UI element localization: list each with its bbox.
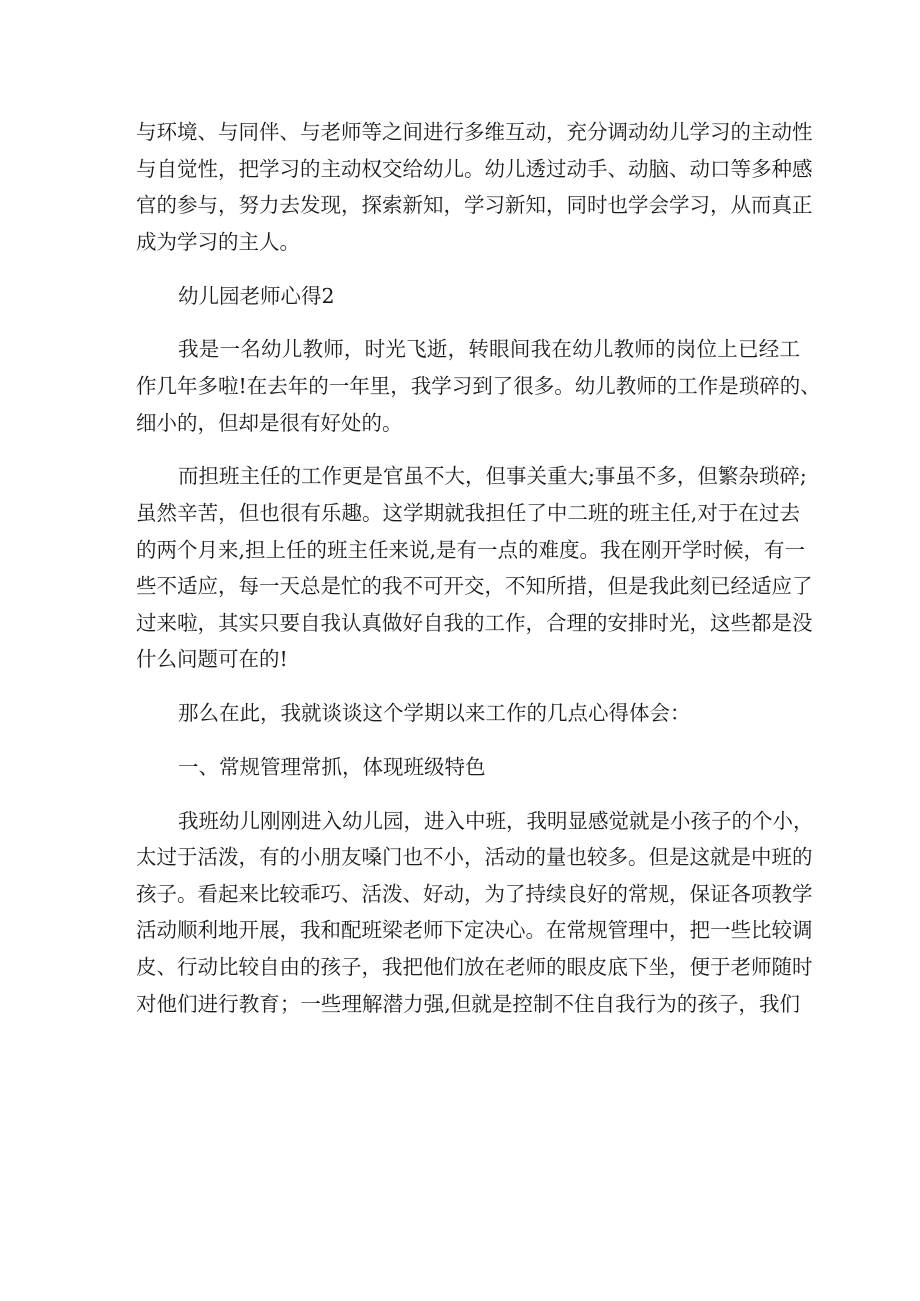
text-line: 我是一名幼儿教师，时光飞逝，转眼间我在幼儿教师的岗位上已经工 xyxy=(178,337,800,362)
section-heading xyxy=(136,278,800,315)
text-line: 的两个月来,担上任的班主任来说,是有一点的难度。我在刚开学时候，有一 xyxy=(136,537,806,562)
text-line: 细小的，但却是很有好处的。 xyxy=(136,410,403,435)
text-line: 孩子。看起来比较乖巧、活泼、好动，为了持续良好的常规，保证各项教学 xyxy=(136,881,813,906)
text-line: 太过于活泼，有的小朋友嗓门也不小，活动的量也较多。但是这就是中班的 xyxy=(136,845,813,870)
subheading-text: 一、常规管理常抓，体现班级特色 xyxy=(178,754,486,779)
text-line: 对他们进行教育；一些理解潜力强,但就是控制不住自我行为的孩子，我们 xyxy=(136,991,800,1016)
paragraph-1 xyxy=(136,114,813,260)
paragraph-3 xyxy=(136,458,813,678)
document-body xyxy=(136,114,821,1022)
text-line: 那么在此，我就谈谈这个学期以来工作的几点心得体会： xyxy=(178,701,691,726)
text-line: 什么问题可在的! xyxy=(136,647,288,672)
text-line: 而担班主任的工作更是官虽不大，但事关重大;事虽不多，但繁杂琐碎; xyxy=(178,464,807,489)
text-line: 成为学习的主人。 xyxy=(136,229,300,254)
paragraph-2 xyxy=(136,331,821,441)
text-line: 虽然辛苦，但也很有乐趣。这学期就我担任了中二班的班主任,对于在过去 xyxy=(136,500,800,525)
text-line: 皮、行动比较自由的孩子，我把他们放在老师的眼皮底下坐，便于老师随时 xyxy=(136,955,813,979)
text-line: 与自觉性，把学习的主动权交给幼儿。幼儿透过动手、动脑、动口等多种感 xyxy=(136,156,813,181)
text-line: 作几年多啦!在去年的一年里，我学习到了很多。幼儿教师的工作是琐碎的、 xyxy=(136,373,821,398)
paragraph-6 xyxy=(136,803,814,1023)
paragraph-5 xyxy=(136,749,800,786)
text-line: 官的参与，努力去发现，探索新知，学习新知，同时也学会学习，从而真正 xyxy=(136,193,813,218)
text-line: 活动顺利地开展，我和配班梁老师下定决心。在常规管理中，把一些比较调 xyxy=(136,918,813,943)
heading-text: 幼儿园老师心得2 xyxy=(178,283,335,308)
text-line: 与环境、与同伴、与老师等之间进行多维互动，充分调动幼儿学习的主动性 xyxy=(136,120,813,144)
text-line: 过来啦，其实只要自我认真做好自我的工作，合理的安排时光，这些都是没 xyxy=(136,610,813,635)
text-line: 我班幼儿刚刚进入幼儿园，进入中班，我明显感觉就是小孩子的个小， xyxy=(178,808,814,833)
text-line: 些不适应，每一天总是忙的我不可开交，不知所措，但是我此刻已经适应了 xyxy=(136,574,813,599)
paragraph-4 xyxy=(136,695,800,732)
